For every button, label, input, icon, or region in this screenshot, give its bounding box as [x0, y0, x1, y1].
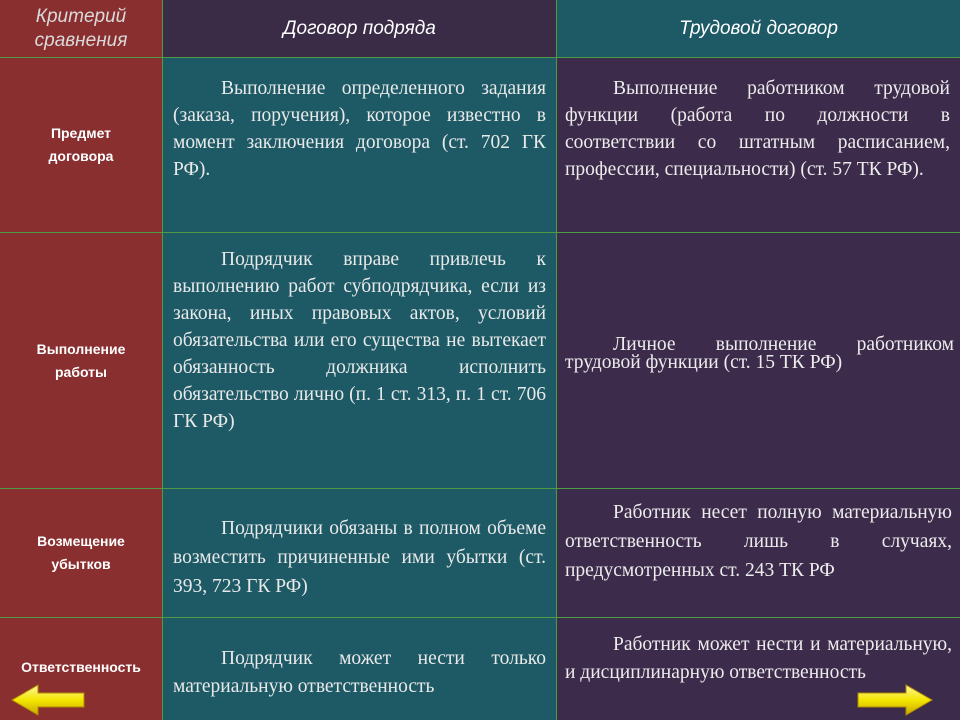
header-criteria	[0, 0, 162, 57]
labor-text: Личное выполнение работником трудовой функции (ст. 15 ТК РФ)	[565, 334, 954, 373]
labor-text: Работник несет полную материальную ответственность лишь в случаях, предусмотренных ст. 243 ТК РФ	[565, 502, 952, 581]
prev-arrow-icon[interactable]	[10, 683, 86, 717]
grid-line-horizontal	[0, 57, 960, 58]
contract-text: Подрядчики обязаны в полном объеме возместить причиненные ими убытки (ст. 393, 723 ГК РФ)	[173, 518, 546, 597]
labor-text: Выполнение работником трудовой функции (работа по должности в соответствии со штатным расписанием, профессии, специальности) (ст. 57 ТК РФ).	[565, 78, 950, 180]
criterion-label: Возмещение убытков	[37, 533, 125, 572]
labor-cell-3	[557, 489, 960, 617]
header-contract-label: Договор подряда	[283, 17, 436, 39]
contract-cell-4	[163, 618, 556, 720]
criterion-label: Ответственность	[21, 659, 141, 675]
header-contract	[163, 0, 556, 57]
labor-cell-2	[557, 233, 960, 488]
criterion-cell-3	[0, 489, 162, 617]
contract-cell-3	[163, 489, 556, 617]
criterion-cell-1	[0, 58, 162, 232]
header-labor-label: Трудовой договор	[679, 17, 838, 39]
grid-line-horizontal	[0, 617, 960, 618]
grid-line-horizontal	[0, 232, 960, 233]
grid-line-horizontal	[0, 488, 960, 489]
contract-cell-2	[163, 233, 556, 488]
contract-text: Подрядчик вправе привлечь к выполнению работ субподрядчика, если из закона, иных правовых актов, условий обязательства или его существа не вытекает обязанность должника исполнить обязательство лично (п. 1 ст. 313, п. 1 ст. 706 ГК РФ)	[173, 249, 546, 432]
header-criteria-label: Критерий сравнения	[34, 5, 128, 51]
contract-text: Выполнение определенного задания (заказа, поручения), которое известно в момент заключения договора (ст. 702 ГК РФ).	[173, 78, 546, 180]
labor-text: Работник может нести и материальную, и дисциплинарную ответственность	[565, 634, 952, 683]
grid-line-vertical	[162, 0, 163, 720]
criterion-cell-2	[0, 233, 162, 488]
next-arrow-icon[interactable]	[856, 683, 934, 717]
grid-line-vertical	[556, 0, 557, 720]
header-labor	[557, 0, 960, 57]
criterion-label: Выполнение работы	[36, 340, 126, 380]
labor-cell-1	[557, 58, 960, 232]
contract-cell-1	[163, 58, 556, 232]
contract-text: Подрядчик может нести только материальную ответственность	[173, 648, 546, 697]
criterion-label: Предмет договора	[48, 125, 114, 164]
